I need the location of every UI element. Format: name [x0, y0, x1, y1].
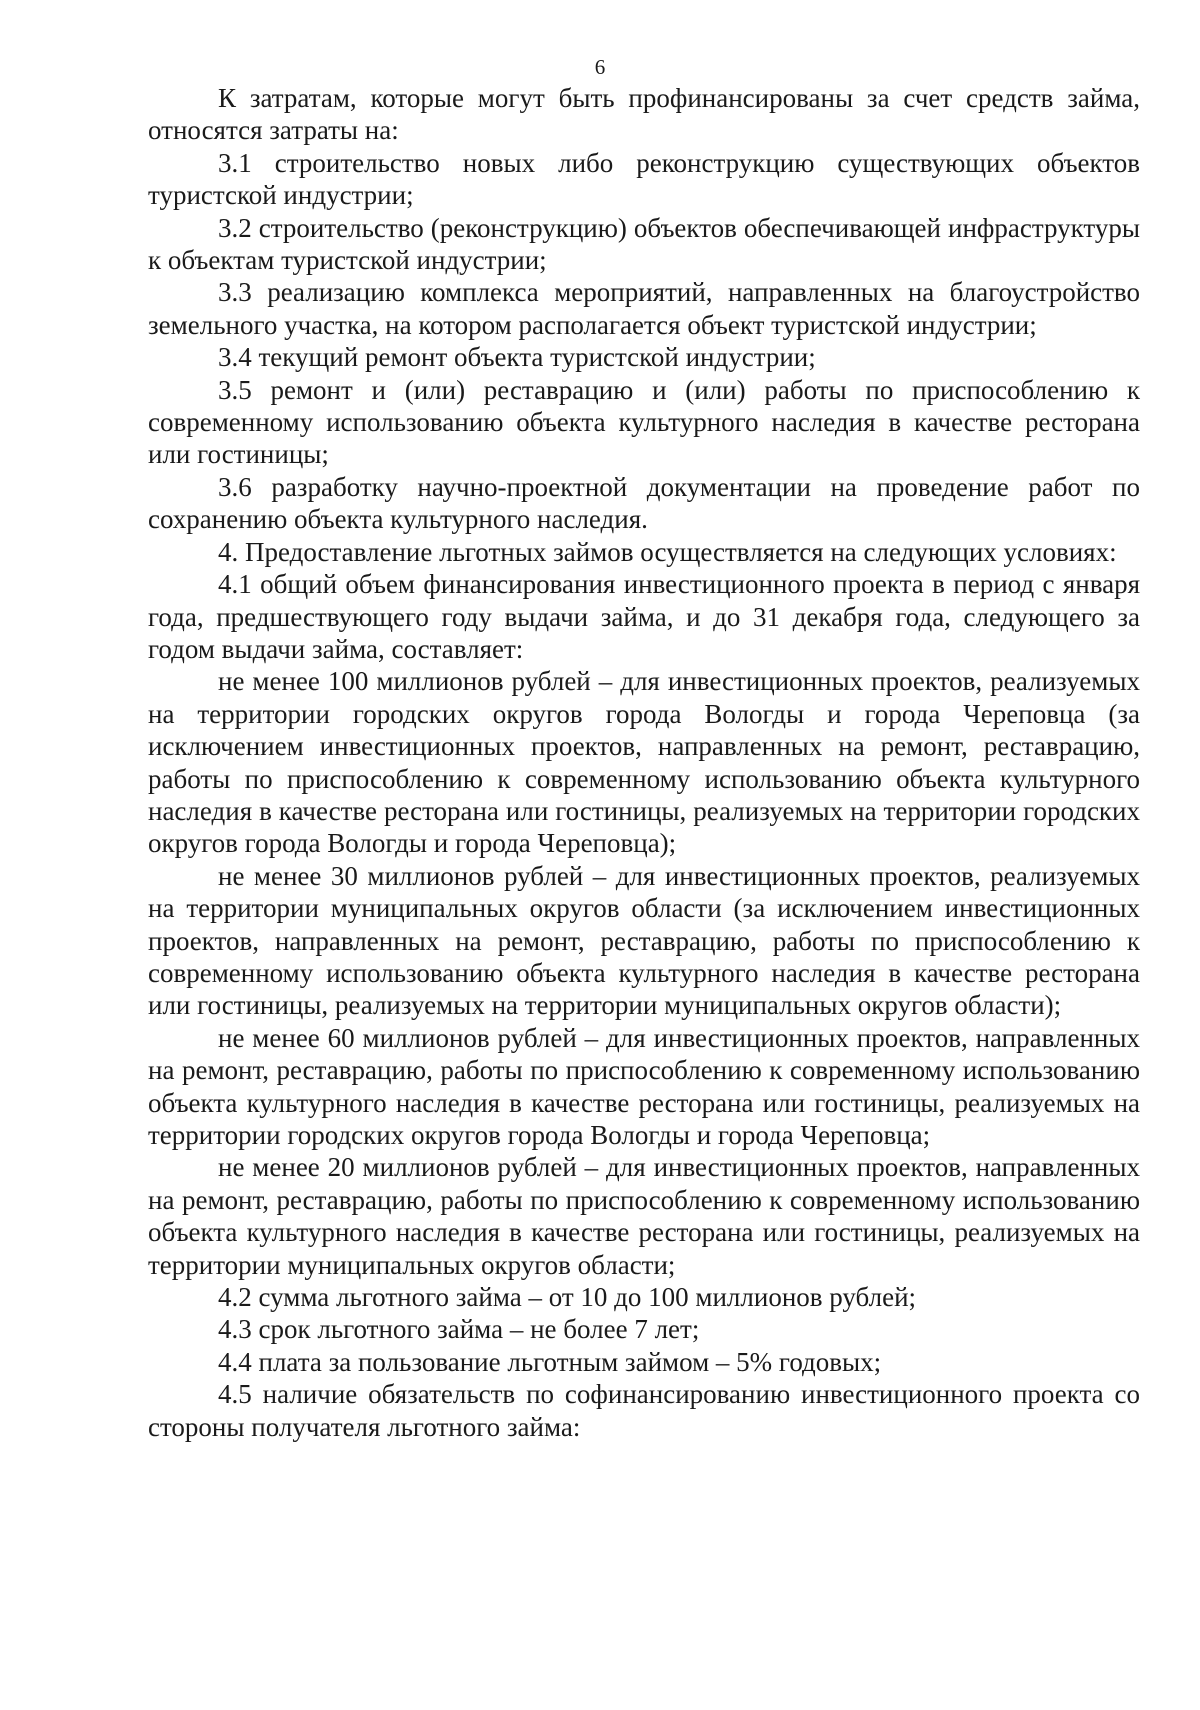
paragraph-3-3: 3.3 реализацию комплекса мероприятий, направленных на благоустройство земельного участка, на котором располагается объект туристской индустрии;	[148, 277, 1140, 340]
document-body	[148, 82, 1140, 1443]
paragraph-4: 4. Предоставление льготных займов осуществляется на следующих условиях:	[218, 536, 1117, 567]
paragraph-4-2: 4.2 сумма льготного займа – от 10 до 100 миллионов рублей;	[218, 1282, 917, 1313]
paragraph-min-30: не менее 30 миллионов рублей – для инвестиционных проектов, реализуемых на территории муниципальных округов области (за исключением инвестиционных проектов, направленных на ремонт, реставрацию, работы по приспособлению к современному использованию объекта культурного наследия в качестве ресторана или гостиницы, реализуемых на территории муниципальных округов области);	[148, 860, 1140, 1021]
paragraph-4-4: 4.4 плата за пользование льготным займом – 5% годовых;	[218, 1346, 882, 1377]
paragraph-3-6: 3.6 разработку научно-проектной документации на проведение работ по сохранению объекта культурного наследия.	[148, 471, 1140, 535]
paragraph-min-20: не менее 20 миллионов рублей – для инвестиционных проектов, направленных на ремонт, реставрацию, работы по приспособлению к современному использованию объекта культурного наследия в качестве ресторана или гостиницы, реализуемых на территории муниципальных округов области;	[148, 1152, 1140, 1280]
paragraph-costs-intro: К затратам, которые могут быть профинансированы за счет средств займа, относятся затраты на:	[148, 83, 1140, 146]
paragraph-4-1: 4.1 общий объем финансирования инвестиционного проекта в период с января года, предшествующего году выдачи займа, и до 31 декабря года, следующего за годом выдачи займа, составляет:	[148, 569, 1140, 664]
paragraph-4-3: 4.3 срок льготного займа – не более 7 лет;	[218, 1314, 700, 1345]
paragraph-3-2: 3.2 строительство (реконструкцию) объектов обеспечивающей инфраструктуры к объектам туристской индустрии;	[148, 212, 1140, 276]
paragraph-min-100: не менее 100 миллионов рублей – для инвестиционных проектов, реализуемых на территории городских округов города Вологды и города Череповца (за исключением инвестиционных проектов, направленных на ремонт, реставрацию, работы по приспособлению к современному использованию объекта культурного наследия в качестве ресторана или гостиницы, реализуемых на территории городских округов города Вологды и города Череповца);	[148, 666, 1140, 859]
page-number: 6	[594, 55, 606, 79]
paragraph-min-60: не менее 60 миллионов рублей – для инвестиционных проектов, направленных на ремонт, реставрацию, работы по приспособлению к современному использованию объекта культурного наследия в качестве ресторана или гостиницы, реализуемых на территории городских округов города Вологды и города Череповца;	[148, 1022, 1140, 1150]
paragraph-3-4: 3.4 текущий ремонт объекта туристской индустрии;	[218, 342, 816, 373]
paragraph-3-5: 3.5 ремонт и (или) реставрацию и (или) работы по приспособлению к современному использованию объекта культурного наследия в качестве ресторана или гостиницы;	[148, 374, 1140, 470]
paragraph-3-1: 3.1 строительство новых либо реконструкцию существующих объектов туристской индустрии;	[148, 147, 1140, 211]
paragraph-4-5: 4.5 наличие обязательств по софинансированию инвестиционного проекта со стороны получателя льготного займа:	[148, 1379, 1140, 1442]
